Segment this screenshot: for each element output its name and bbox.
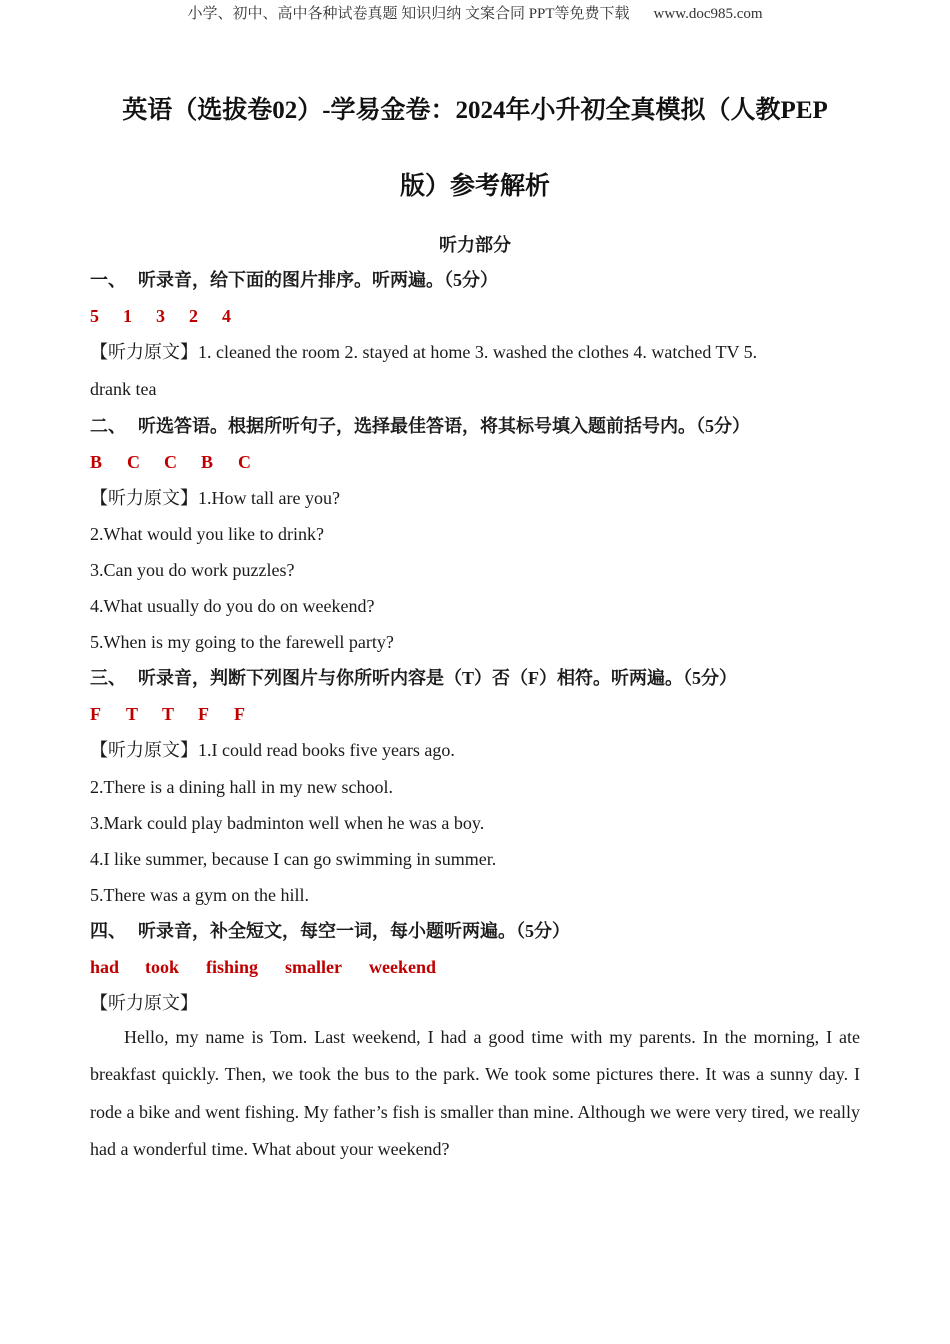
answer: had — [90, 957, 120, 977]
section-1-source-cont: drank tea — [90, 379, 157, 399]
answer: F — [234, 704, 245, 724]
source-item: 4.What usually do you do on weekend? — [90, 596, 375, 616]
section-4-number: 四、 — [90, 921, 126, 941]
section-3-number: 三、 — [90, 668, 126, 688]
answer: took — [145, 957, 180, 977]
answer: T — [162, 704, 175, 724]
source-item: 3.Can you do work puzzles? — [90, 560, 295, 580]
document-title-line2: 版）参考解析 — [399, 173, 550, 200]
source-text: 1. cleaned the room 2. stayed at home 3. washed the clothes 4. watched TV 5. — [198, 342, 758, 362]
page-header — [0, 2, 950, 23]
answer: 2 — [189, 306, 198, 326]
answer: C — [238, 452, 251, 472]
source-item: 1.How tall are you? — [198, 488, 340, 508]
section-4-answers — [90, 955, 870, 979]
source-label: 【听力原文】 — [90, 488, 198, 508]
source-label: 【听力原文】 — [90, 342, 198, 362]
header-text: 小学、初中、高中各种试卷真题 知识归纳 文案合同 PPT等免费下载 — [187, 6, 630, 22]
source-item: 4.I like summer, because I can go swimming in summer. — [90, 849, 497, 869]
answer: 3 — [156, 306, 165, 326]
document-title-line1: 英语（选拔卷02）-学易金卷：2024年小升初全真模拟（人教PEP — [122, 97, 828, 124]
answer: F — [198, 704, 209, 724]
section-4-heading — [90, 919, 870, 943]
answer: B — [90, 452, 103, 472]
section-2-source — [90, 486, 870, 510]
source-item: 5.When is my going to the farewell party? — [90, 632, 394, 652]
section-1-answers — [90, 304, 870, 328]
section-4-heading-text: 听录音，补全短文，每空一词，每小题听两遍。（5分） — [138, 921, 570, 941]
section-2-heading — [90, 414, 870, 438]
answer: B — [201, 452, 214, 472]
answer: fishing — [206, 957, 259, 977]
source-item: 3.Mark could play badminton well when he was a boy. — [90, 813, 485, 833]
section-title: 听力部分 — [439, 235, 511, 255]
section-1-heading — [90, 268, 870, 292]
section-3-source — [90, 738, 870, 762]
source-item: 1.I could read books five years ago. — [198, 740, 455, 760]
source-item: 2.What would you like to drink? — [90, 524, 324, 544]
section-2-number: 二、 — [90, 416, 126, 436]
header-site: www.doc985.com — [653, 6, 763, 22]
section-4-paragraph: Hello, my name is Tom. Last weekend, I had a good time with my parents. In the morning, I ate breakfast quickly. Then, we took the bus to the park. We took some pictures there. It was a sunny day. I rode a bike and went fishing. My father’s fish is smaller than mine. Although we were very tired, we really had a wonderful time. What about your weekend? — [90, 1027, 860, 1159]
section-1-number: 一、 — [90, 270, 126, 290]
answer: 1 — [123, 306, 132, 326]
answer: weekend — [369, 957, 436, 977]
section-2-heading-text: 听选答语。根据所听句子，选择最佳答语，将其标号填入题前括号内。（5分） — [138, 416, 750, 436]
section-1-source — [90, 340, 870, 364]
answer: T — [126, 704, 139, 724]
answer: F — [90, 704, 101, 724]
answer: C — [164, 452, 177, 472]
answer: 4 — [222, 306, 231, 326]
section-2-answers — [90, 450, 870, 474]
answer: smaller — [285, 957, 342, 977]
source-label: 【听力原文】 — [90, 740, 198, 760]
section-3-heading — [90, 666, 870, 690]
source-item: 5.There was a gym on the hill. — [90, 885, 309, 905]
answer: C — [127, 452, 140, 472]
section-3-heading-text: 听录音，判断下列图片与你所听内容是（T）否（F）相符。听两遍。（5分） — [138, 668, 737, 688]
answer: 5 — [90, 306, 99, 326]
section-1-heading-text: 听录音，给下面的图片排序。听两遍。（5分） — [138, 270, 498, 290]
section-4-source-label: 【听力原文】 — [90, 993, 198, 1013]
source-item: 2.There is a dining hall in my new school. — [90, 777, 393, 797]
section-3-answers — [90, 702, 870, 726]
